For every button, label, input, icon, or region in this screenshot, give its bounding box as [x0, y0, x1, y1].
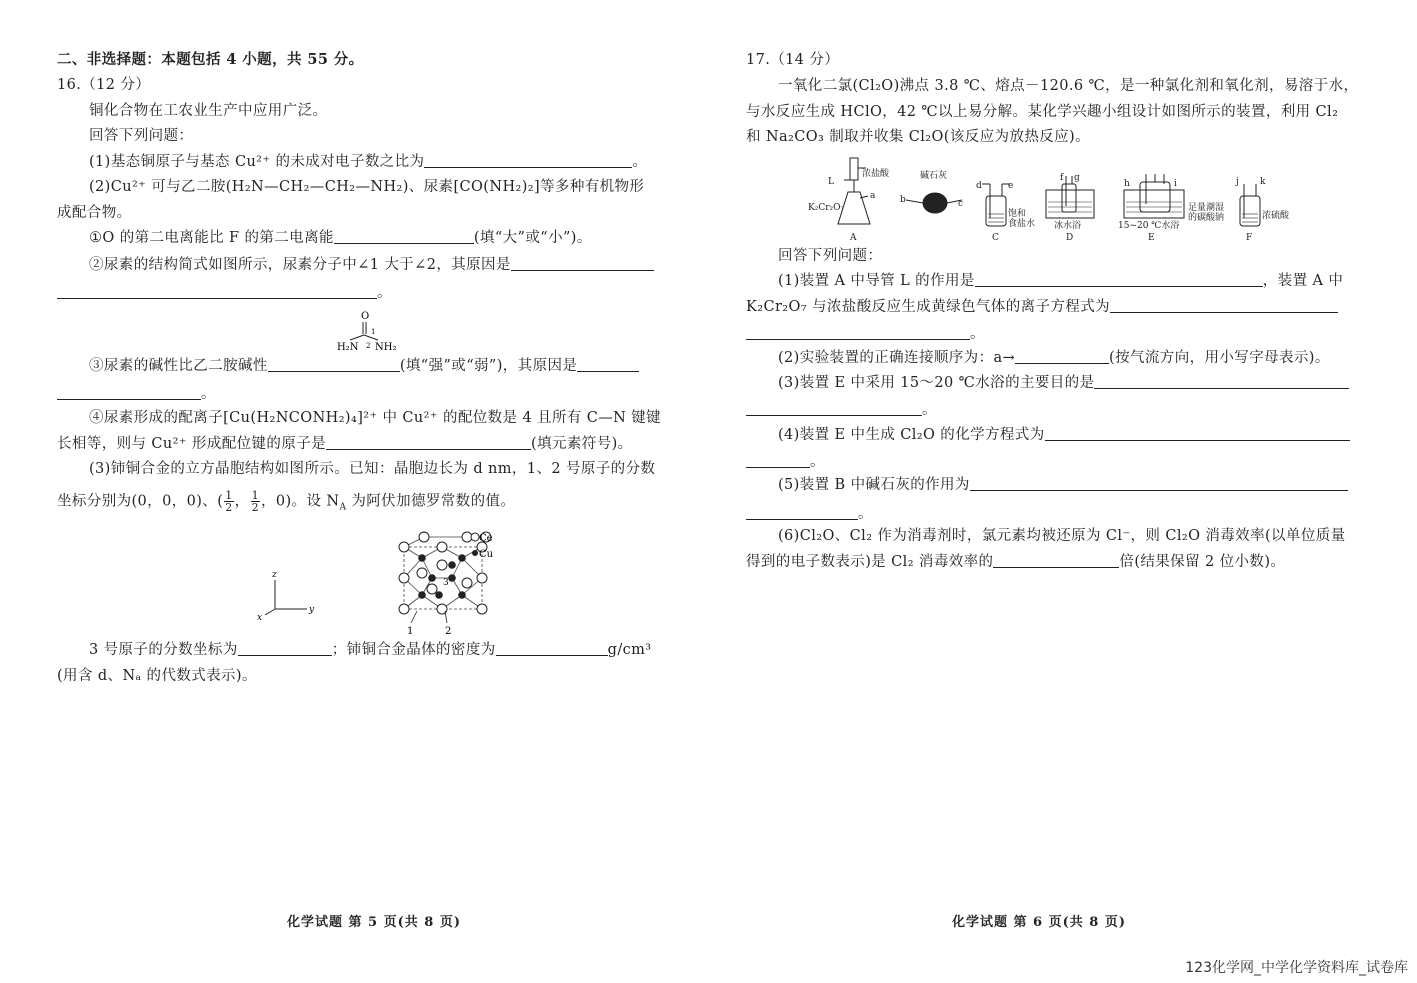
answer-blank[interactable] [334, 229, 474, 244]
section-header: 二、非选择题：本题包括 4 小题，共 55 分。 [57, 51, 364, 68]
urea-oxygen: O [361, 311, 370, 322]
q17-intro-line2: 与水反应生成 HClO，42 ℃以上易分解。某化学兴趣小组设计如图所示的装置，利用 Cl₂ [746, 104, 1339, 120]
q16-part1 [89, 152, 647, 172]
q17-part6-line2 [746, 552, 1285, 572]
urea-cn-bond [350, 335, 364, 340]
y-axis-label: y [309, 605, 315, 615]
q16-part2-i-text: ①O 的第二电离能比 F 的第二电离能 [89, 230, 334, 246]
q17-part2-hint: (按气流方向，用小写字母表示)。 [1109, 350, 1330, 366]
label-k2cr2o7: K₂Cr₂O₇ [808, 203, 845, 213]
gas-washing-bottle [1240, 196, 1260, 226]
label-k: k [1260, 177, 1266, 187]
label-h: h [1124, 179, 1130, 189]
q17-part3-text: (3)装置 E 中采用 15～20 ℃水浴的主要目的是 [778, 375, 1095, 391]
label-saturated: 饱和 [1008, 209, 1027, 219]
label-d: d [976, 181, 982, 191]
answer-blank[interactable] [326, 435, 531, 450]
q17-part6-hint: 倍(结果保留 2 位小数)。 [1119, 554, 1286, 570]
q16-part2-ii-text: ②尿素的结构简式如图所示，尿素分子中∠1 大于∠2，其原因是 [89, 257, 511, 273]
q17-intro-line1: 一氧化二氯(Cl₂O)沸点 3.8 ℃、熔点－120.6 ℃，是一种氯化剂和氧化剂，易溶于水， [778, 78, 1359, 94]
answer-blank[interactable] [746, 325, 970, 340]
q17-part2 [778, 348, 1330, 368]
answer-blank[interactable] [975, 272, 1263, 287]
label-C: C [992, 233, 999, 243]
apparatus-c [982, 184, 1010, 226]
q17-part3-line2 [746, 400, 937, 420]
fraction [224, 490, 233, 513]
urea-angle-2: 2 [366, 342, 371, 350]
q17-heading: 17.（14 分） [746, 52, 840, 68]
q16-part2-iii-hint: (填“强”或“弱”)，其原因是 [399, 358, 578, 374]
period: 。 [810, 454, 825, 470]
label-conc-hcl: 浓盐酸 [862, 169, 890, 179]
period: 。 [858, 506, 873, 522]
answer-blank[interactable] [1110, 298, 1338, 313]
q17-part6-text: 得到的电子数表示)是 Cl₂ 消毒效率的 [746, 554, 994, 570]
atom-1-label: 1 [407, 626, 414, 637]
q17-part2-text: (2)实验装置的正确连接顺序为：a→ [778, 350, 1016, 366]
answer-blank[interactable] [1094, 374, 1349, 389]
q16-part2-ii [89, 255, 654, 275]
z-axis-label: z [272, 570, 277, 580]
label-f: f [1060, 173, 1064, 183]
label-conc-h2so4: 浓硫酸 [1262, 211, 1290, 221]
label-b: b [900, 195, 906, 205]
answer-blank[interactable] [1045, 426, 1350, 441]
label-D: D [1066, 233, 1074, 243]
q17-part1-line1 [778, 271, 1343, 291]
q16-part3-line1: (3)铈铜合金的立方晶胞结构如图所示。已知：晶胞边长为 d nm，1、2 号原子的分数 [89, 461, 656, 477]
page-5-footer: 化学试题 第 5 页(共 8 页) [287, 915, 462, 930]
label-A: A [850, 233, 857, 243]
q17-part1-line3 [746, 324, 985, 344]
q17-part4-line2 [746, 452, 825, 472]
label-ice-bath: 冰水浴 [1054, 221, 1082, 231]
label-a: a [870, 191, 876, 201]
answer-blank[interactable] [970, 476, 1348, 491]
q17-part4-line1 [778, 425, 1350, 445]
legend-cu-symbol [472, 550, 478, 556]
q16-part2-ii-cont [57, 283, 392, 303]
q16-part2-iv-text: 长相等，则与 Cu²⁺ 形成配位键的原子是 [57, 436, 327, 452]
label-brine: 食盐水 [1008, 219, 1036, 229]
q17-part6-line1: (6)Cl₂O、Cl₂ 作为消毒剂时，氯元素均被还原为 Cl⁻，则 Cl₂O 消毒效率(以单位质量 [778, 528, 1346, 544]
q17-part3-line1 [778, 373, 1349, 393]
q17-part1-text: (1)装置 A 中导管 L 的作用是 [778, 273, 975, 289]
answer-blank[interactable] [57, 284, 377, 299]
q16-intro: 铜化合物在工农业生产中应用广泛。 [89, 103, 328, 119]
q16-part1-text: (1)基态铜原子与基态 Cu²⁺ 的未成对电子数之比为 [89, 154, 425, 170]
fraction-numerator: 1 [225, 489, 233, 502]
q16-part2-iv-line2 [57, 434, 633, 454]
answer-blank[interactable] [993, 553, 1119, 568]
page-6-footer: 化学试题 第 6 页(共 8 页) [952, 915, 1127, 930]
q16-part3-line2 [57, 490, 515, 513]
apparatus-diagram [804, 154, 1324, 246]
answer-blank[interactable] [57, 385, 201, 400]
three-neck-flask [1140, 182, 1170, 212]
x-axis [265, 609, 275, 615]
answer-blank[interactable] [496, 641, 608, 656]
fraction-denominator: 2 [251, 501, 259, 514]
q16-part2-line2: 成配合物。 [57, 205, 132, 221]
q17-part1-text-c: K₂Cr₂O₇ 与浓盐酸反应生成黄绿色气体的离子方程式为 [746, 299, 1110, 315]
label-soda-lime: 碱石灰 [920, 171, 948, 181]
q17-part5-line1 [778, 475, 1348, 495]
q17-part4-text: (4)装置 E 中生成 Cl₂O 的化学方程式为 [778, 427, 1045, 443]
legend-ce-label: Ce [479, 533, 493, 544]
legend-cu-label: Cu [479, 549, 494, 560]
urea-angle-1: 1 [371, 328, 376, 336]
apparatus-b [906, 193, 962, 213]
label-j: j [1236, 177, 1239, 187]
period: 。 [922, 402, 937, 418]
label-c: c [958, 199, 964, 209]
label-g: g [1074, 173, 1080, 183]
label-i: i [1174, 179, 1177, 189]
atom-2-pointer [445, 611, 447, 623]
label-E: E [1148, 233, 1155, 243]
density-unit: g/cm³ [607, 642, 652, 658]
water-bath [1124, 190, 1184, 218]
answer-blank[interactable] [268, 357, 400, 372]
q16-answer-prompt: 回答下列问题： [89, 128, 194, 144]
atom-1-pointer [411, 611, 417, 623]
q16-part2-iii-cont [57, 384, 216, 404]
period: 。 [201, 386, 216, 402]
label-sodium-carbonate: 的碳酸钠 [1188, 213, 1225, 223]
q17-part5-line2 [746, 504, 873, 524]
q17-part1-line2 [746, 297, 1338, 317]
apparatus-d [1046, 176, 1094, 218]
q17-part1-text-b: ，装置 A 中 [1262, 273, 1344, 289]
q16-part2-i [89, 228, 592, 248]
ice-bath [1046, 190, 1094, 218]
q16-part2-iii [89, 356, 639, 376]
q16-part3-line3 [89, 640, 652, 660]
answer-blank[interactable] [238, 641, 332, 656]
x-axis-label: x [257, 613, 263, 623]
q16-part2-iv-hint: (填元素符号)。 [531, 436, 633, 452]
q16-heading: 16.（12 分） [57, 77, 151, 93]
q16-part3-coord-text: 3 号原子的分数坐标为 [89, 642, 238, 658]
period: 。 [377, 285, 392, 301]
q16-part3-density-text: ；铈铜合金晶体的密度为 [331, 642, 496, 658]
fraction [251, 490, 260, 513]
q16-part3-line4: (用含 d、Nₐ 的代数式表示)。 [57, 668, 257, 684]
coord-text: ，0)。设 N [260, 493, 340, 510]
coord-text: 坐标分别为(0，0，0)、( [57, 493, 224, 510]
q16-part2-iii-text: ③尿素的碱性比乙二胺碱性 [89, 358, 268, 374]
urea-nh2-right: NH₂ [375, 342, 397, 353]
q16-part2-i-hint: (填“大”或“小”)。 [473, 230, 592, 246]
label-water-bath-temp: 15~20 ℃水浴 [1118, 221, 1180, 231]
answer-blank[interactable] [746, 505, 858, 520]
period: 。 [970, 326, 985, 342]
q16-part2-iv-line1: ④尿素形成的配离子[Cu(H₂NCONH₂)₄]²⁺ 中 Cu²⁺ 的配位数是 4 且所有 C—N 键键 [89, 410, 662, 426]
coord-text: 为阿伏加德罗常数的值。 [346, 493, 516, 510]
urea-structure-diagram [335, 306, 415, 354]
urea-nh2-left: H₂N [337, 342, 359, 353]
fraction-numerator: 1 [251, 489, 259, 502]
dropping-funnel [850, 158, 858, 180]
q16-part2-line1: (2)Cu²⁺ 可与乙二胺(H₂N—CH₂—CH₂—NH₂)、尿素[CO(NH₂)₂]等多种有机物形 [89, 179, 645, 195]
answer-blank[interactable] [424, 153, 632, 168]
label-moist: 足量潮湿 [1188, 203, 1225, 213]
comma: ， [234, 493, 250, 510]
answer-blank[interactable] [511, 256, 654, 271]
answer-blank[interactable] [746, 453, 810, 468]
period: 。 [632, 154, 648, 170]
cerium-copper-unit-cell-diagram [257, 525, 494, 640]
apparatus-a [838, 158, 870, 224]
drying-tube-bulb [923, 193, 947, 213]
fraction-denominator: 2 [225, 501, 233, 514]
answer-blank[interactable] [1015, 349, 1109, 364]
subscript: A [339, 502, 347, 513]
legend-ce-symbol [471, 533, 479, 541]
q17-answer-prompt: 回答下列问题： [778, 248, 883, 264]
answer-blank[interactable] [746, 401, 922, 416]
atom-3-label: 3 [443, 578, 449, 588]
label-F: F [1246, 233, 1253, 243]
q17-part5-text: (5)装置 B 中碱石灰的作用为 [778, 477, 970, 493]
label-e: e [1008, 181, 1014, 191]
q17-intro-line3: 和 Na₂CO₃ 制取并收集 Cl₂O(该反应为放热反应)。 [746, 129, 1091, 145]
answer-blank[interactable] [577, 357, 639, 372]
gas-washing-bottle [986, 196, 1006, 226]
atom-2-label: 2 [445, 626, 452, 637]
label-L: L [828, 177, 834, 187]
apparatus-f [1240, 184, 1260, 226]
site-watermark: 123化学网_中学化学资料库_试卷库 [1185, 960, 1408, 976]
